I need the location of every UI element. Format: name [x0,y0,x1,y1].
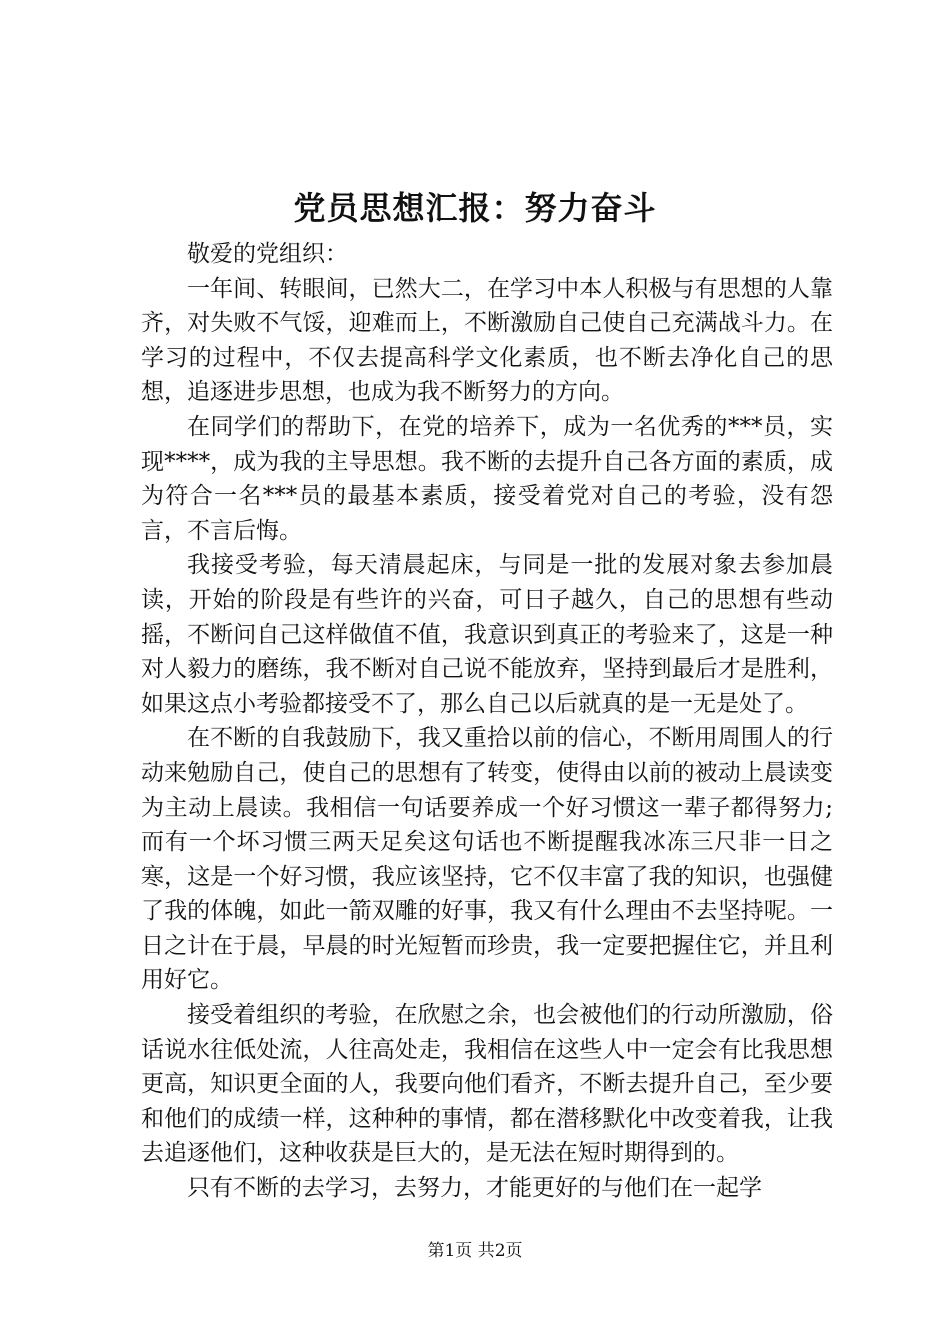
page-footer: 第1页 共2页 [427,1241,523,1261]
paragraph-3: 我接受考验，每天清晨起床，与同是一批的发展对象去参加晨读，开始的阶段是有些许的兴奋，可日子越久，自己的思想有些动摇，不断问自己这样做值不值，我意识到真正的考验来了，这是一种对人毅力的磨练，我不断对自己说不能放弃，坚持到最后才是胜利，如果这点小考验都接受不了，那么自己以后就真的是一无是处了。 [141,552,833,717]
paragraph-1: 一年间、转眼间，已然大二，在学习中本人积极与有思想的人靠齐，对失败不气馁，迎难而上，不断激励自己使自己充满战斗力。在学习的过程中，不仅去提高科学文化素质，也不断去净化自己的思想，追逐进步思想，也成为我不断努力的方向。 [141,275,833,406]
salutation: 敬爱的党组织： [187,241,348,267]
paragraph-5: 接受着组织的考验，在欣慰之余，也会被他们的行动所激励，俗话说水往低处流，人往高处走，我相信在这些人中一定会有比我思想更高，知识更全面的人，我要向他们看齐，不断去提升自己，至少要和他们的成绩一样，这种种的事情，都在潜移默化中改变着我，让我去追逐他们，这种收获是巨大的，是无法在短时期得到的。 [141,1002,833,1167]
paragraph-6: 只有不断的去学习，去努力，才能更好的与他们在一起学 [187,1175,762,1202]
paragraph-2: 在同学们的帮助下，在党的培养下，成为一名优秀的***员，实现****，成为我的主导思想。我不断的去提升自己各方面的素质，成为符合一名***员的最基本素质，接受着党对自己的考验，没有怨言，不言后悔。 [141,413,833,544]
document-title: 党员思想汇报：努力奋斗 [293,189,657,227]
document-body [141,237,833,1206]
paragraph-4: 在不断的自我鼓励下，我又重拾以前的信心，不断用周围人的行动来勉励自己，使自己的思想有了转变，使得由以前的被动上晨读变为主动上晨读。我相信一句话要养成一个好习惯这一辈子都得努力;而有一个坏习惯三两天足矣这句话也不断提醒我冰冻三尺非一日之寒，这是一个好习惯，我应该坚持，它不仅丰富了我的知识，也强健了我的体魄，如此一箭双雕的好事，我又有什么理由不去坚持呢。一日之计在于晨，早晨的时光短暂而珍贵，我一定要把握住它，并且利用好它。 [141,725,833,994]
